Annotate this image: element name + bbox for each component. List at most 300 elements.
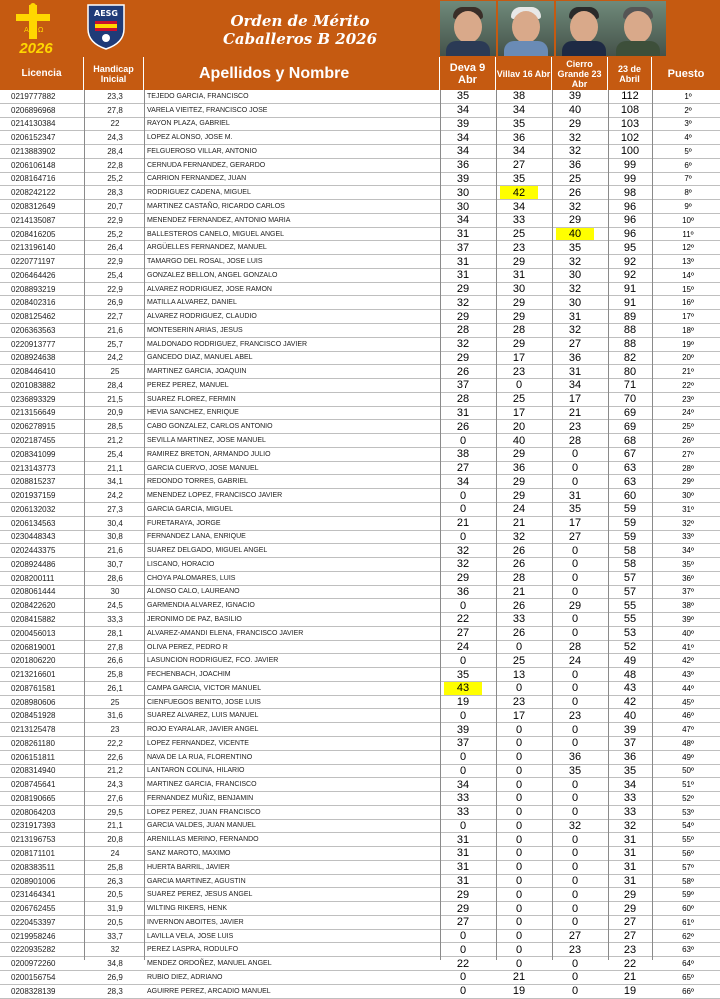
cierro-score-cell: 0 [571, 792, 579, 805]
cierro-score-cell: 0 [571, 971, 579, 984]
player-name-cell: LANTARON COLINA, HILARIO [147, 767, 245, 775]
table-row [0, 448, 720, 462]
position-cell: 14º [682, 270, 694, 280]
handicap-cell: 25 [110, 697, 120, 707]
handicap-cell: 32 [110, 945, 120, 955]
deva-score-cell: 33 [456, 806, 470, 819]
table-row [0, 296, 720, 310]
total-score-cell: 31 [623, 875, 637, 888]
deva-score-cell: 0 [459, 599, 467, 612]
villav-score-cell: 34 [512, 104, 526, 117]
villav-score-cell: 35 [512, 172, 526, 185]
column-divider [440, 90, 441, 960]
deva-score-cell: 22 [456, 613, 470, 626]
villav-score-cell: 0 [515, 847, 523, 860]
table-row [0, 159, 720, 173]
cierro-score-cell: 34 [568, 379, 582, 392]
villav-score-cell: 20 [512, 420, 526, 433]
deva-score-cell: 22 [456, 957, 470, 970]
total-score-cell: 43 [623, 682, 637, 695]
handicap-cell: 30 [110, 587, 120, 597]
licencia-cell: 0208422620 [11, 601, 56, 611]
villav-score-cell: 28 [512, 324, 526, 337]
total-score-cell: 59 [623, 503, 637, 516]
total-score-cell: 96 [623, 214, 637, 227]
deva-score-cell: 0 [459, 819, 467, 832]
total-score-cell: 31 [623, 847, 637, 860]
table-row [0, 462, 720, 476]
position-cell: 25º [682, 422, 694, 432]
handicap-cell: 21,6 [107, 325, 123, 335]
villav-score-cell: 36 [512, 462, 526, 475]
deva-score-cell: 33 [456, 792, 470, 805]
table-row [0, 943, 720, 957]
player-name-cell: ALVAREZ-AMANDI ELENA, FRANCISCO JAVIER [147, 629, 304, 637]
position-cell: 29º [682, 477, 694, 487]
player-name-cell: MONTESERIN ARIAS, JESUS [147, 326, 243, 334]
licencia-cell: 0208815237 [11, 477, 56, 487]
cierro-score-cell: 28 [568, 641, 582, 653]
deva-score-cell: 32 [456, 544, 470, 557]
position-cell: 18º [682, 325, 694, 335]
player-photo [440, 1, 496, 56]
table-row [0, 586, 720, 600]
total-score-cell: 35 [623, 764, 637, 777]
player-name-cell: PEREZ PEREZ, MANUEL [147, 381, 229, 389]
column-divider [144, 90, 145, 960]
cierro-score-cell: 40 [556, 228, 594, 241]
position-cell: 27º [682, 449, 694, 459]
table-row [0, 709, 720, 723]
licencia-cell: 0208383511 [11, 862, 55, 872]
cierro-score-cell: 40 [568, 104, 582, 117]
cierro-score-cell: 29 [568, 599, 582, 612]
deva-score-cell: 24 [456, 641, 470, 653]
villav-score-cell: 0 [515, 943, 523, 956]
position-cell: 26º [682, 436, 694, 446]
handicap-cell: 33,3 [107, 614, 123, 624]
deva-score-cell: 0 [459, 930, 467, 943]
column-divider [652, 90, 653, 960]
cierro-score-cell: 23 [568, 420, 582, 433]
total-score-cell: 69 [623, 420, 637, 433]
position-cell: 54º [682, 821, 694, 831]
handicap-cell: 26,1 [107, 683, 123, 693]
table-row [0, 310, 720, 324]
player-name-cell: SUAREZ FLOREZ, FERMIN [147, 395, 236, 403]
table-row [0, 875, 720, 889]
villav-score-cell: 29 [512, 255, 526, 268]
table-row [0, 90, 720, 104]
table-row [0, 531, 720, 545]
total-score-cell: 99 [623, 159, 637, 172]
table-row [0, 200, 720, 214]
handicap-cell: 26,6 [107, 656, 123, 666]
villav-score-cell: 40 [512, 434, 526, 447]
player-name-cell: SUAREZ PEREZ, JESUS ANGEL [147, 891, 253, 899]
deva-score-cell: 35 [456, 668, 470, 681]
player-name-cell: PEREZ LASPRA, RODULFO [147, 946, 239, 954]
position-cell: 46º [682, 711, 694, 721]
total-score-cell: 92 [623, 269, 637, 282]
table-row [0, 985, 720, 999]
total-score-cell: 63 [623, 475, 637, 488]
position-cell: 59º [682, 890, 694, 900]
licencia-cell: 0208416205 [11, 229, 56, 239]
deva-score-cell: 34 [456, 778, 470, 791]
position-cell: 56º [682, 848, 694, 858]
svg-text:AESG: AESG [94, 9, 118, 18]
player-name-cell: HEVIA SANCHEZ, ENRIQUE [147, 409, 239, 417]
position-cell: 37º [682, 587, 694, 597]
table-row [0, 971, 720, 985]
cierro-score-cell: 25 [568, 172, 582, 185]
handicap-cell: 23 [110, 725, 120, 735]
licencia-cell: 0208341099 [11, 449, 56, 459]
deva-score-cell: 0 [459, 654, 467, 667]
villav-score-cell: 19 [512, 985, 526, 998]
position-cell: 58º [682, 876, 694, 886]
handicap-cell: 28,6 [107, 573, 123, 583]
cierro-score-cell: 0 [571, 572, 579, 585]
svg-text:A: A [24, 26, 29, 34]
cierro-score-cell: 0 [571, 462, 579, 475]
table-row [0, 820, 720, 834]
table-row [0, 118, 720, 132]
total-score-cell: 91 [623, 296, 637, 309]
total-score-cell: 69 [623, 406, 637, 419]
handicap-cell: 20,5 [107, 917, 123, 927]
table-row [0, 214, 720, 228]
col-header-total: 23 de Abril [608, 57, 652, 90]
deva-score-cell: 31 [456, 875, 470, 888]
title-line-1: Orden de Mérito [230, 12, 370, 30]
villav-score-cell: 26 [512, 627, 526, 640]
villav-score-cell: 0 [515, 861, 523, 874]
licencia-cell: 0208314940 [11, 766, 56, 776]
villav-score-cell: 26 [512, 544, 526, 557]
licencia-cell: 0208924486 [11, 559, 56, 569]
deva-score-cell: 37 [456, 379, 470, 392]
licencia-cell: 0208761581 [11, 683, 56, 693]
handicap-cell: 27,8 [107, 105, 123, 115]
villav-score-cell: 0 [515, 957, 523, 970]
handicap-cell: 34,1 [107, 477, 123, 487]
cierro-score-cell: 0 [571, 806, 579, 819]
position-cell: 51º [682, 780, 694, 790]
total-score-cell: 112 [621, 90, 639, 103]
deva-score-cell: 0 [459, 489, 467, 502]
villav-score-cell: 29 [512, 338, 526, 351]
villav-score-cell: 0 [515, 888, 523, 901]
player-name-cell: GARCIA GARCIA, MIGUEL [147, 505, 233, 513]
villav-score-cell: 23 [512, 365, 526, 378]
table-row [0, 888, 720, 902]
deva-score-cell: 31 [456, 847, 470, 860]
table-row [0, 765, 720, 779]
cierro-score-cell: 21 [568, 406, 582, 419]
total-score-cell: 102 [620, 131, 640, 144]
villav-score-cell: 33 [512, 214, 526, 227]
licencia-cell: 0206896968 [11, 105, 56, 115]
licencia-cell: 0206132032 [11, 504, 56, 514]
table-row [0, 627, 720, 641]
licencia-cell: 0206464426 [11, 270, 56, 280]
deva-score-cell: 31 [456, 228, 470, 241]
table-row [0, 558, 720, 572]
col-header-cierro: Cierro Grande 23 Abr [552, 57, 608, 90]
position-cell: 35º [682, 559, 694, 569]
handicap-cell: 21,1 [107, 821, 123, 831]
table-row [0, 489, 720, 503]
player-name-cell: INVERNON ABOITES, JAVIER [147, 918, 244, 926]
player-name-cell: MENENDEZ FERNANDEZ, ANTONIO MARIA [147, 216, 291, 224]
handicap-cell: 22,9 [107, 257, 123, 267]
player-name-cell: MALDONADO RODRIGUEZ, FRANCISCO JAVIER [147, 340, 308, 348]
villav-score-cell: 29 [512, 475, 526, 488]
deva-score-cell: 29 [456, 572, 470, 585]
table-row [0, 434, 720, 448]
handicap-cell: 25,8 [107, 862, 123, 872]
position-cell: 41º [682, 642, 694, 652]
handicap-cell: 25,2 [107, 229, 123, 239]
handicap-cell: 22,9 [107, 215, 123, 225]
player-name-cell: LOPEZ FERNANDEZ, VICENTE [147, 739, 249, 747]
page-title [175, 12, 425, 48]
cierro-score-cell: 0 [571, 585, 579, 598]
table-row [0, 696, 720, 710]
player-name-cell: FECHENBACH, JOACHIM [147, 671, 231, 679]
cierro-score-cell: 27 [568, 930, 582, 943]
ranking-table [0, 90, 720, 999]
cierro-score-cell: 0 [571, 737, 579, 750]
handicap-cell: 20,8 [107, 835, 123, 845]
deva-score-cell: 0 [459, 751, 467, 764]
total-score-cell: 27 [623, 916, 637, 929]
position-cell: 40º [682, 628, 694, 638]
position-cell: 2º [684, 105, 692, 115]
total-score-cell: 95 [623, 241, 637, 254]
villav-score-cell: 21 [512, 585, 526, 598]
cierro-score-cell: 32 [568, 145, 582, 158]
licencia-cell: 0213143773 [11, 463, 56, 473]
licencia-cell: 0208924638 [11, 353, 56, 363]
deva-score-cell: 32 [456, 338, 470, 351]
cierro-score-cell: 0 [571, 723, 579, 736]
villav-score-cell: 0 [515, 737, 523, 750]
table-row [0, 751, 720, 765]
villav-score-cell: 25 [512, 654, 526, 667]
player-name-cell: FURETARAYA, JORGE [147, 519, 221, 527]
handicap-cell: 24 [110, 848, 120, 858]
licencia-cell: 0208328139 [11, 986, 56, 996]
year-label: 2026 [19, 40, 53, 57]
cierro-score-cell: 23 [568, 943, 582, 956]
player-name-cell: HUERTA BARRIL, JAVIER [147, 863, 230, 871]
table-row [0, 173, 720, 187]
cierro-score-cell: 32 [568, 255, 582, 268]
player-name-cell: WILTING RIKERS, HENK [147, 905, 227, 913]
position-cell: 31º [682, 504, 694, 514]
licencia-cell: 0220453397 [11, 917, 56, 927]
total-score-cell: 31 [623, 833, 637, 846]
total-score-cell: 48 [623, 668, 637, 681]
villav-score-cell: 13 [512, 668, 526, 681]
cierro-score-cell: 0 [571, 833, 579, 846]
column-divider [608, 90, 609, 960]
svg-text:Ω: Ω [38, 26, 44, 34]
total-score-cell: 100 [620, 145, 640, 158]
licencia-cell: 0208164716 [11, 174, 56, 184]
position-cell: 65º [682, 972, 694, 982]
table-row [0, 269, 720, 283]
total-score-cell: 23 [623, 943, 637, 956]
total-score-cell: 58 [623, 558, 637, 571]
position-cell: 30º [682, 491, 694, 501]
licencia-cell: 0201806220 [11, 656, 56, 666]
position-cell: 38º [682, 601, 694, 611]
table-row [0, 916, 720, 930]
handicap-cell: 31,6 [107, 711, 123, 721]
player-name-cell: MARTINEZ GARCIA, JOAQUIN [147, 368, 247, 376]
deva-score-cell: 32 [456, 296, 470, 309]
handicap-cell: 22,9 [107, 284, 123, 294]
villav-score-cell: 0 [515, 751, 523, 764]
licencia-cell: 0213196140 [11, 243, 56, 253]
total-score-cell: 89 [623, 310, 637, 323]
position-cell: 61º [682, 917, 694, 927]
player-name-cell: ALVAREZ RODRIGUEZ, CLAUDIO [147, 313, 257, 321]
deva-score-cell: 32 [456, 558, 470, 571]
total-score-cell: 57 [623, 572, 637, 585]
table-row [0, 324, 720, 338]
licencia-cell: 0219958246 [11, 931, 56, 941]
table-row [0, 847, 720, 861]
total-score-cell: 59 [623, 530, 637, 543]
handicap-cell: 20,5 [107, 890, 123, 900]
total-score-cell: 37 [623, 737, 637, 750]
deva-score-cell: 21 [456, 517, 470, 530]
licencia-cell: 0208415882 [11, 614, 56, 624]
handicap-cell: 24,2 [107, 491, 123, 501]
position-cell: 1º [684, 91, 692, 101]
licencia-cell: 0206151811 [11, 752, 55, 762]
column-divider [84, 90, 85, 960]
handicap-cell: 21,2 [107, 436, 123, 446]
player-name-cell: LISCANO, HORACIO [147, 560, 215, 568]
handicap-cell: 25,4 [107, 449, 123, 459]
villav-score-cell: 0 [515, 833, 523, 846]
deva-score-cell: 27 [456, 462, 470, 475]
col-header-deva: Deva 9 Abr [440, 57, 496, 90]
deva-score-cell: 37 [456, 241, 470, 254]
position-cell: 45º [682, 697, 694, 707]
cierro-score-cell: 35 [568, 241, 582, 254]
handicap-cell: 20,9 [107, 408, 123, 418]
cierro-score-cell: 39 [568, 90, 582, 103]
position-cell: 53º [682, 807, 694, 817]
title-line-2: Caballeros B 2026 [222, 30, 378, 48]
player-name-cell: GANCEDO DIAZ, MANUEL ABEL [147, 354, 253, 362]
table-row [0, 613, 720, 627]
handicap-cell: 29,5 [107, 807, 123, 817]
deva-score-cell: 29 [456, 351, 470, 364]
total-score-cell: 27 [623, 930, 637, 943]
table-row [0, 338, 720, 352]
total-score-cell: 34 [623, 778, 637, 791]
position-cell: 34º [682, 546, 694, 556]
cierro-score-cell: 27 [568, 338, 582, 351]
table-row [0, 186, 720, 200]
table-row [0, 283, 720, 297]
cierro-score-cell: 30 [568, 296, 582, 309]
handicap-cell: 31,9 [107, 904, 123, 914]
player-name-cell: RUBIO DIEZ, ADRIANO [147, 973, 223, 981]
deva-score-cell: 43 [444, 682, 482, 695]
cierro-score-cell: 0 [571, 847, 579, 860]
licencia-cell: 0213883902 [11, 146, 56, 156]
licencia-cell: 0208261180 [11, 738, 55, 748]
licencia-cell: 0208980606 [11, 697, 56, 707]
handicap-cell: 28,4 [107, 380, 123, 390]
handicap-cell: 28,4 [107, 146, 123, 156]
handicap-cell: 22,2 [107, 738, 123, 748]
deva-score-cell: 29 [456, 310, 470, 323]
handicap-cell: 22,7 [107, 312, 123, 322]
licencia-cell: 0219777882 [11, 91, 56, 101]
villav-score-cell: 0 [515, 806, 523, 819]
player-photo [556, 1, 612, 56]
total-score-cell: 31 [623, 861, 637, 874]
handicap-cell: 30,4 [107, 518, 123, 528]
total-score-cell: 96 [623, 200, 637, 213]
licencia-cell: 0213156649 [11, 408, 56, 418]
total-score-cell: 55 [623, 599, 637, 612]
licencia-cell: 0206363563 [11, 325, 56, 335]
deva-score-cell: 39 [456, 117, 470, 130]
total-score-cell: 68 [623, 434, 637, 447]
position-cell: 57º [682, 862, 694, 872]
player-name-cell: ARENILLAS MERINO, FERNANDO [147, 836, 259, 844]
deva-score-cell: 31 [456, 833, 470, 846]
villav-score-cell: 36 [512, 131, 526, 144]
licencia-cell: 0208200111 [11, 573, 55, 583]
total-score-cell: 103 [620, 117, 640, 130]
player-name-cell: CIENFUEGOS BENITO, JOSE LUIS [147, 698, 261, 706]
table-row [0, 365, 720, 379]
handicap-cell: 21,5 [107, 394, 123, 404]
table-row [0, 930, 720, 944]
total-score-cell: 88 [623, 324, 637, 337]
total-score-cell: 58 [623, 544, 637, 557]
deva-score-cell: 29 [456, 283, 470, 296]
deva-score-cell: 36 [456, 585, 470, 598]
total-score-cell: 40 [623, 709, 637, 722]
position-cell: 10º [682, 215, 694, 225]
position-cell: 8º [684, 188, 692, 198]
total-score-cell: 70 [623, 393, 637, 406]
table-row [0, 654, 720, 668]
villav-score-cell: 0 [515, 875, 523, 888]
total-score-cell: 29 [623, 902, 637, 915]
position-cell: 4º [684, 133, 692, 143]
player-name-cell: SEVILLA MARTINEZ, JOSE MANUEL [147, 437, 266, 445]
cierro-score-cell: 36 [568, 159, 582, 172]
villav-score-cell: 0 [515, 641, 523, 653]
cierro-score-cell: 31 [568, 310, 582, 323]
col-header-nombre: Apellidos y Nombre [144, 57, 440, 90]
total-score-cell: 55 [623, 613, 637, 626]
